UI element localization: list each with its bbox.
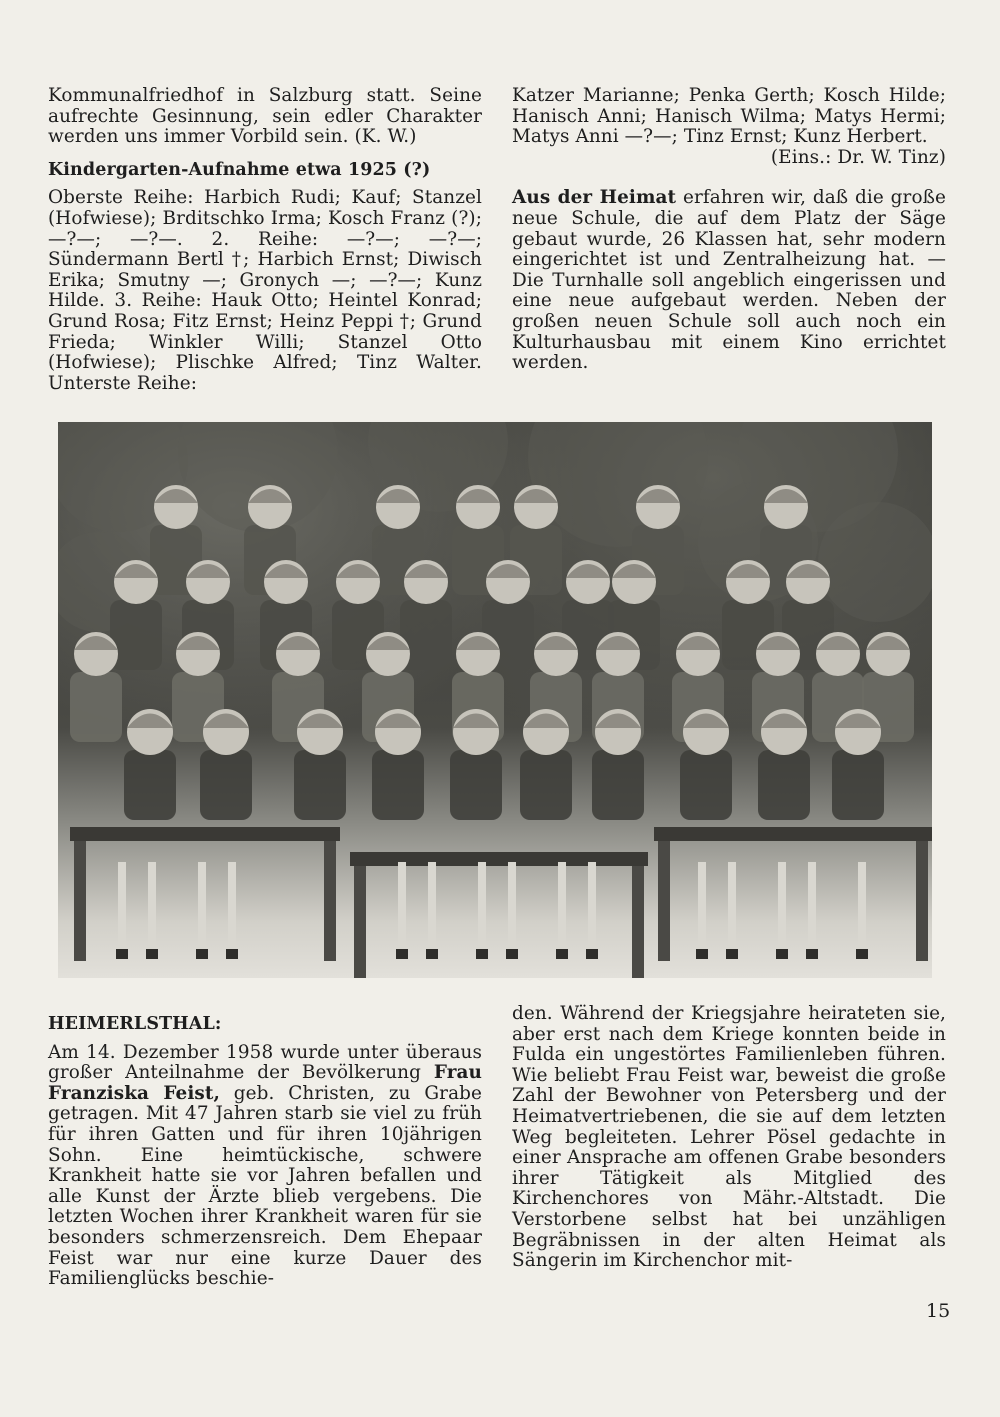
column-top-left — [48, 86, 482, 394]
child-body — [592, 750, 644, 820]
child-shoe — [476, 949, 488, 959]
photo-caption-names: Oberste Reihe: Harbich Rudi; Kauf; Stanzel (Hofwiese); Brditschko Irma; Kosch Franz (?); —?—; —?—. 2. Reihe: —?—; —?—; Sündermann Bertl †; Harbich Ernst; Diwisch Erika; Smutny —; Gronych —; —?—; Kunz Hilde. 3. Reihe: Hauk Otto; Heintel Konrad; Grund Rosa; Fitz Ernst; Heinz Peppi †; Grund Frieda; Winkler Willi; Stanzel Otto (Hofwiese); Plischke Alfred; Tinz Walter. Unterste Reihe: — [48, 187, 482, 394]
table-leg — [658, 841, 670, 961]
child-body — [372, 750, 424, 820]
obituary-text-end: geb. Christen, zu Grabe getragen. Mit 47 Jahren starb sie viel zu früh für ihren Gatten und für ihren 10jährigen Sohn. Eine heimtückische, schwere Krankheit hatte sie vor Jahren befallen und alle Kunst der Ärzte blieb vergebens. Die letzten Wochen ihrer Krankheit waren für sie besonders schmerzensreich. Dem Ehepaar Feist war nur eine kurze Dauer des Familienglücks beschie- — [48, 1082, 482, 1290]
obituary-ending: Kommunalfriedhof in Salzburg statt. Seine aufrechte Gesinnung, sein edler Charakter werden uns immer Vorbild sein. (K. W.) — [48, 85, 482, 148]
table-top — [654, 827, 932, 841]
column-bottom-left — [48, 1014, 482, 1290]
child-shoe — [196, 949, 208, 959]
news-text: erfahren wir, daß die große neue Schule, die auf dem Platz der Säge gebaut wurde, 26 Klassen hat, sehr modern eingerichtet ist und Zentralheizung hat. — Die Turnhalle soll angeblich eingerissen und eine neue aufgebaut werden. Neben der großen neuen Schule soll auch noch ein Kulturhausbau mit einem Kino errichtet werden. — [512, 187, 946, 374]
child-shoe — [586, 949, 598, 959]
table-leg — [354, 866, 366, 978]
child-body — [680, 750, 732, 820]
child-leg — [478, 862, 486, 957]
child-body — [832, 750, 884, 820]
table-leg — [324, 841, 336, 961]
table-leg — [632, 866, 644, 978]
child-body — [124, 750, 176, 820]
child-leg — [858, 862, 866, 957]
child-hair — [866, 636, 910, 650]
child-shoe — [506, 949, 518, 959]
child-leg — [198, 862, 206, 957]
child-body — [200, 750, 252, 820]
table-leg — [916, 841, 928, 961]
child-shoe — [426, 949, 438, 959]
child-leg — [398, 862, 406, 957]
child-leg — [728, 862, 736, 957]
section-heading-heimerlsthal: HEIMERLSTHAL: — [48, 1014, 222, 1034]
child-shoe — [146, 949, 158, 959]
deceased-name: Frau Franziska Feist, — [48, 1062, 483, 1104]
child-body — [520, 750, 572, 820]
child-body — [110, 600, 162, 670]
child-leg — [508, 862, 516, 957]
child-leg — [558, 862, 566, 957]
child-body — [450, 750, 502, 820]
child-leg — [698, 862, 706, 957]
child-body — [70, 672, 122, 742]
table-leg — [74, 841, 86, 961]
news-lead: Aus der Heimat — [512, 187, 677, 209]
page-number: 15 — [926, 1300, 951, 1322]
table-top — [350, 852, 648, 866]
child-shoe — [116, 949, 128, 959]
news-paragraph — [512, 188, 946, 373]
column-bottom-right — [512, 1004, 946, 1272]
child-leg — [118, 862, 126, 957]
child-shoe — [226, 949, 238, 959]
kindergarten-group-photo — [58, 422, 932, 978]
child-shoe — [556, 949, 568, 959]
table-top — [70, 827, 340, 841]
child-leg — [148, 862, 156, 957]
photo-caption-heading: Kindergarten-Aufnahme etwa 1925 (?) — [48, 159, 431, 180]
obituary-feist-continued: den. Während der Kriegsjahre heirateten sie, aber erst nach dem Kriege konnten beide in Fulda ein ungestörtes Familienleben führen. Wie beliebt Frau Feist war, beweist die große Zahl der Bewohner von Petersberg und der Heimatvertriebenen, die sie auf dem letzten Weg begleiteten. Lehrer Pösel gedachte in einer Ansprache am offenen Grabe besonders ihrer Tätigkeit als Mitglied des Kirchenchores von Mähr.-Altstadt. Die Verstorbene selbst hat bei unzähligen Begräbnissen in der alten Heimat als Sängerin im Kirchenchor mit- — [512, 1003, 946, 1272]
child-shoe — [396, 949, 408, 959]
child-leg — [778, 862, 786, 957]
child-leg — [808, 862, 816, 957]
child-leg — [588, 862, 596, 957]
child-body — [294, 750, 346, 820]
child-hair — [676, 636, 720, 650]
obituary-text-start: Am 14. Dezember 1958 wurde unter überaus großer Anteilnahme der Bevölkerung — [48, 1041, 482, 1084]
child-shoe — [856, 949, 868, 959]
child-leg — [228, 862, 236, 957]
caption-signature: (Eins.: Dr. W. Tinz) — [770, 146, 946, 168]
obituary-feist — [48, 1043, 482, 1290]
child-shoe — [696, 949, 708, 959]
child-hair — [566, 564, 610, 578]
child-leg — [428, 862, 436, 957]
child-shoe — [726, 949, 738, 959]
column-top-right — [512, 86, 946, 374]
photo-illustration — [58, 422, 932, 978]
child-shoe — [776, 949, 788, 959]
child-body — [758, 750, 810, 820]
photo-caption-names-continued: Katzer Marianne; Penka Gerth; Kosch Hilde; Hanisch Anni; Hanisch Wilma; Matys Hermi; Matys Anni —?—; Tinz Ernst; Kunz Herbert. — [512, 85, 946, 148]
child-shoe — [806, 949, 818, 959]
